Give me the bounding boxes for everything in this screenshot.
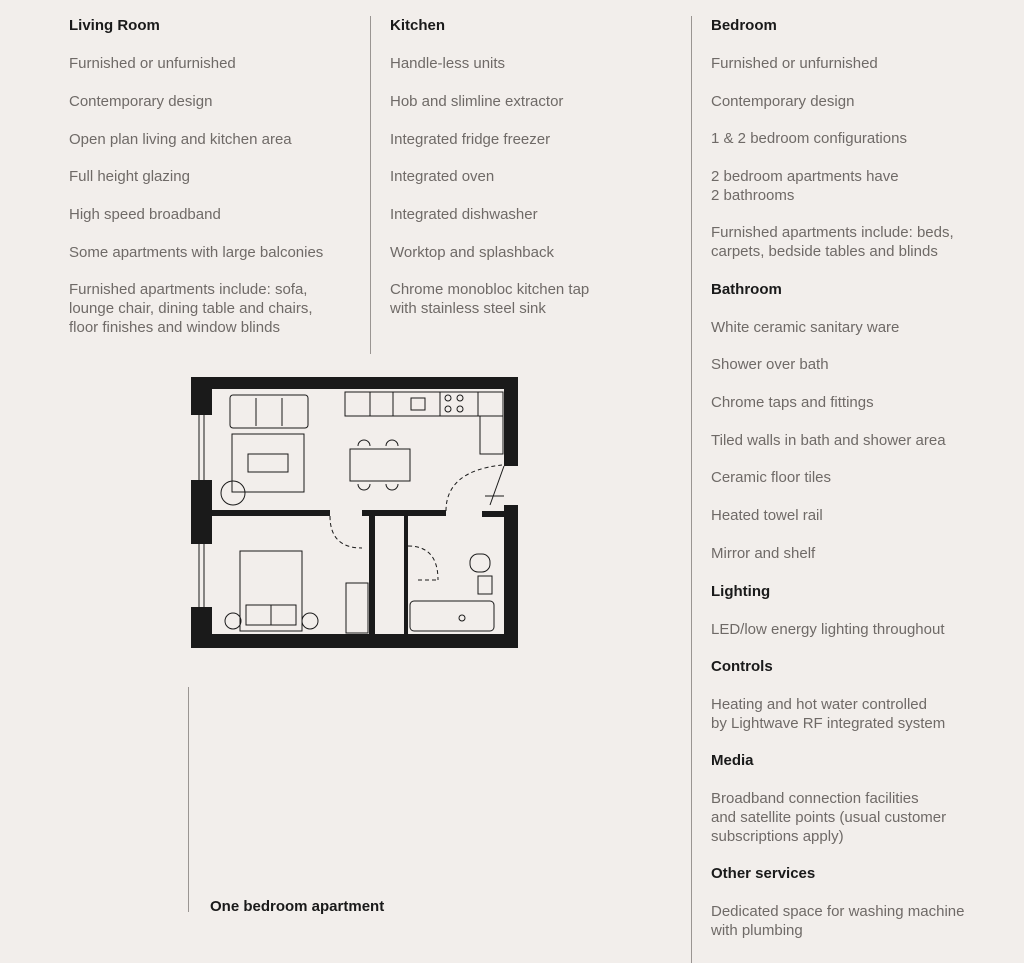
list-item: Some apartments with large balconies (69, 244, 324, 261)
other-services-section (711, 864, 1011, 939)
bathroom-heading: Bathroom (711, 281, 782, 298)
list-item: 1 & 2 bedroom configurations (711, 130, 907, 147)
list-item: Furnished or unfurnished (711, 55, 878, 72)
bedroom-section (711, 16, 1011, 260)
list-item: Dedicated space for washing machine with plumbing (711, 903, 965, 939)
bedroom-heading: Bedroom (711, 17, 777, 34)
list-item: Contemporary design (711, 93, 855, 110)
list-item: Integrated oven (390, 168, 495, 185)
living-room-section (69, 16, 359, 336)
list-item: LED/low energy lighting throughout (711, 621, 945, 638)
list-item: Integrated fridge freezer (390, 131, 551, 148)
list-item: Integrated dishwasher (390, 206, 538, 223)
door-swings (330, 465, 502, 580)
list-item: White ceramic sanitary ware (711, 319, 900, 336)
lighting-heading: Lighting (711, 583, 771, 600)
media-section (711, 751, 1011, 845)
list-item: Heating and hot water controlled by Lightwave RF integrated system (711, 696, 946, 732)
list-item: Tiled walls in bath and shower area (711, 432, 946, 449)
list-item: 2 bedroom apartments have 2 bathrooms (711, 168, 899, 204)
list-item: Open plan living and kitchen area (69, 131, 292, 148)
divider-line (691, 16, 692, 963)
list-item: Broadband connection facilities and satellite points (usual customer subscriptions apply) (711, 790, 947, 845)
list-item: Handle-less units (390, 55, 506, 72)
list-item: Furnished apartments include: beds, carpets, bedside tables and blinds (711, 224, 954, 260)
list-item: Shower over bath (711, 356, 829, 373)
controls-section (711, 657, 1011, 732)
controls-heading: Controls (711, 658, 773, 675)
living-room-heading: Living Room (69, 17, 160, 34)
list-item: Hob and slimline extractor (390, 93, 564, 110)
other-services-heading: Other services (711, 865, 816, 882)
list-item: Furnished or unfurnished (69, 55, 236, 72)
caption-rule (188, 687, 189, 912)
list-item: Furnished apartments include: sofa, lounge chair, dining table and chairs, floor finishes and window blinds (69, 281, 313, 336)
list-item: Mirror and shelf (711, 545, 816, 562)
bathroom-section (711, 280, 1011, 562)
list-item: Chrome taps and fittings (711, 394, 874, 411)
list-item: Heated towel rail (711, 507, 823, 524)
lighting-section (711, 582, 1011, 638)
floor-plan (190, 376, 520, 651)
kitchen-heading: Kitchen (390, 17, 446, 34)
divider-line (370, 16, 371, 354)
list-item: Full height glazing (69, 168, 190, 185)
kitchen-section (390, 16, 680, 317)
list-item: Worktop and splashback (390, 244, 554, 261)
list-item: High speed broadband (69, 206, 221, 223)
list-item: Chrome monobloc kitchen tap with stainless steel sink (390, 281, 590, 317)
floor-plan-caption: One bedroom apartment (210, 898, 385, 915)
list-item: Ceramic floor tiles (711, 469, 832, 486)
door-leaves (485, 466, 504, 505)
media-heading: Media (711, 752, 754, 769)
list-item: Contemporary design (69, 93, 213, 110)
